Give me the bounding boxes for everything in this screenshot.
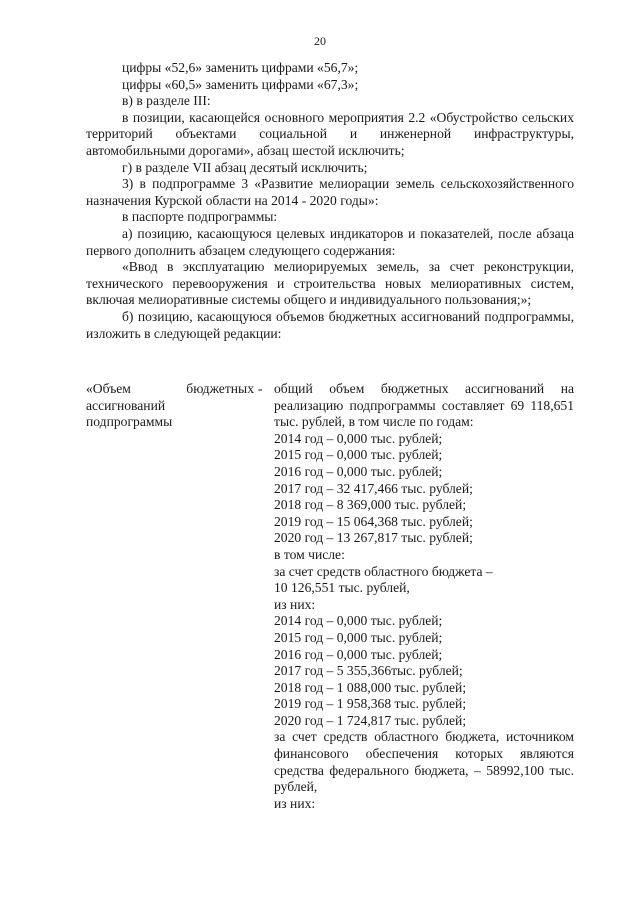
paragraph-8: а) позицию, касающуюся целевых индикаторов и показателей, после абзаца первого дополнить абзацем следующего содержания:	[86, 225, 574, 258]
right-line: за счет средств областного бюджета, источником финансового обеспечения которых являются средства федерального бюджета, – 58992,100 тыс. рублей,	[274, 729, 574, 795]
document-body	[86, 60, 574, 342]
paragraph-3: в) в разделе III:	[122, 93, 211, 109]
right-line: общий объем бюджетных ассигнований на реализацию подпрограммы составляет 69 118,651 тыс. рублей, в том числе по годам:	[274, 381, 574, 430]
right-line: 2016 год – 0,000 тыс. рублей;	[274, 646, 443, 662]
right-line: 2019 год – 1 958,368 тыс. рублей;	[274, 696, 467, 712]
table-dash: -	[258, 381, 263, 396]
right-line: 2017 год – 5 355,366тыс. рублей;	[274, 663, 463, 679]
paragraph-10: б) позицию, касающуюся объемов бюджетных ассигнований подпрограммы, изложить в следующей редакции:	[86, 308, 574, 341]
paragraph-6: 3) в подпрограмме 3 «Развитие мелиорации земель сельскохозяйственного назначения Курской области на 2014 - 2020 годы»:	[86, 176, 574, 208]
right-line: 2018 год – 8 369,000 тыс. рублей;	[274, 497, 467, 513]
paragraph-7: в паспорте подпрограммы:	[122, 209, 278, 225]
paragraph-5: г) в разделе VII абзац десятый исключить;	[122, 159, 368, 175]
right-line: 2019 год – 15 064,368 тыс. рублей;	[274, 513, 473, 529]
right-line: 2020 год – 13 267,817 тыс. рублей;	[274, 530, 473, 546]
right-line: 2015 год – 0,000 тыс. рублей;	[274, 447, 443, 463]
right-line: из них:	[274, 596, 316, 612]
right-line: 2014 год – 0,000 тыс. рублей;	[274, 613, 443, 629]
right-line: 10 126,551 тыс. рублей,	[274, 580, 410, 596]
paragraph-4: в позиции, касающейся основного мероприятия 2.2 «Обустройство сельских территорий объектами социальной и инженерной инфраструктуры, автомобильными дорогами», абзац шестой исключить;	[86, 109, 574, 158]
right-line: из них:	[274, 795, 316, 811]
right-line: за счет средств областного бюджета –	[274, 563, 493, 579]
right-line: 2017 год – 32 417,466 тыс. рублей;	[274, 480, 473, 496]
table-right-column	[274, 381, 574, 812]
right-line: 2016 год – 0,000 тыс. рублей;	[274, 463, 443, 479]
paragraph-2: цифры «60,5» заменить цифрами «67,3»;	[122, 76, 359, 92]
right-line: 2020 год – 1 724,817 тыс. рублей;	[274, 712, 467, 728]
paragraph-1: цифры «52,6» заменить цифрами «56,7»;	[122, 60, 359, 75]
right-line: в том числе:	[274, 546, 345, 562]
paragraph-9: «Ввод в эксплуатацию мелиорируемых земель, за счет реконструкции, технического перевооружения и строительства новых мелиоративных систем, включая мелиоративные системы общего и индивидуального пользования;»;	[86, 259, 574, 308]
right-line: 2014 год – 0,000 тыс. рублей;	[274, 430, 443, 446]
right-line: 2015 год – 0,000 тыс. рублей;	[274, 629, 443, 645]
table-left-label: «Объем бюджетных ассигнований подпрограммы	[86, 381, 254, 430]
right-line: 2018 год – 1 088,000 тыс. рублей;	[274, 679, 467, 695]
page-number: 20	[314, 34, 326, 48]
